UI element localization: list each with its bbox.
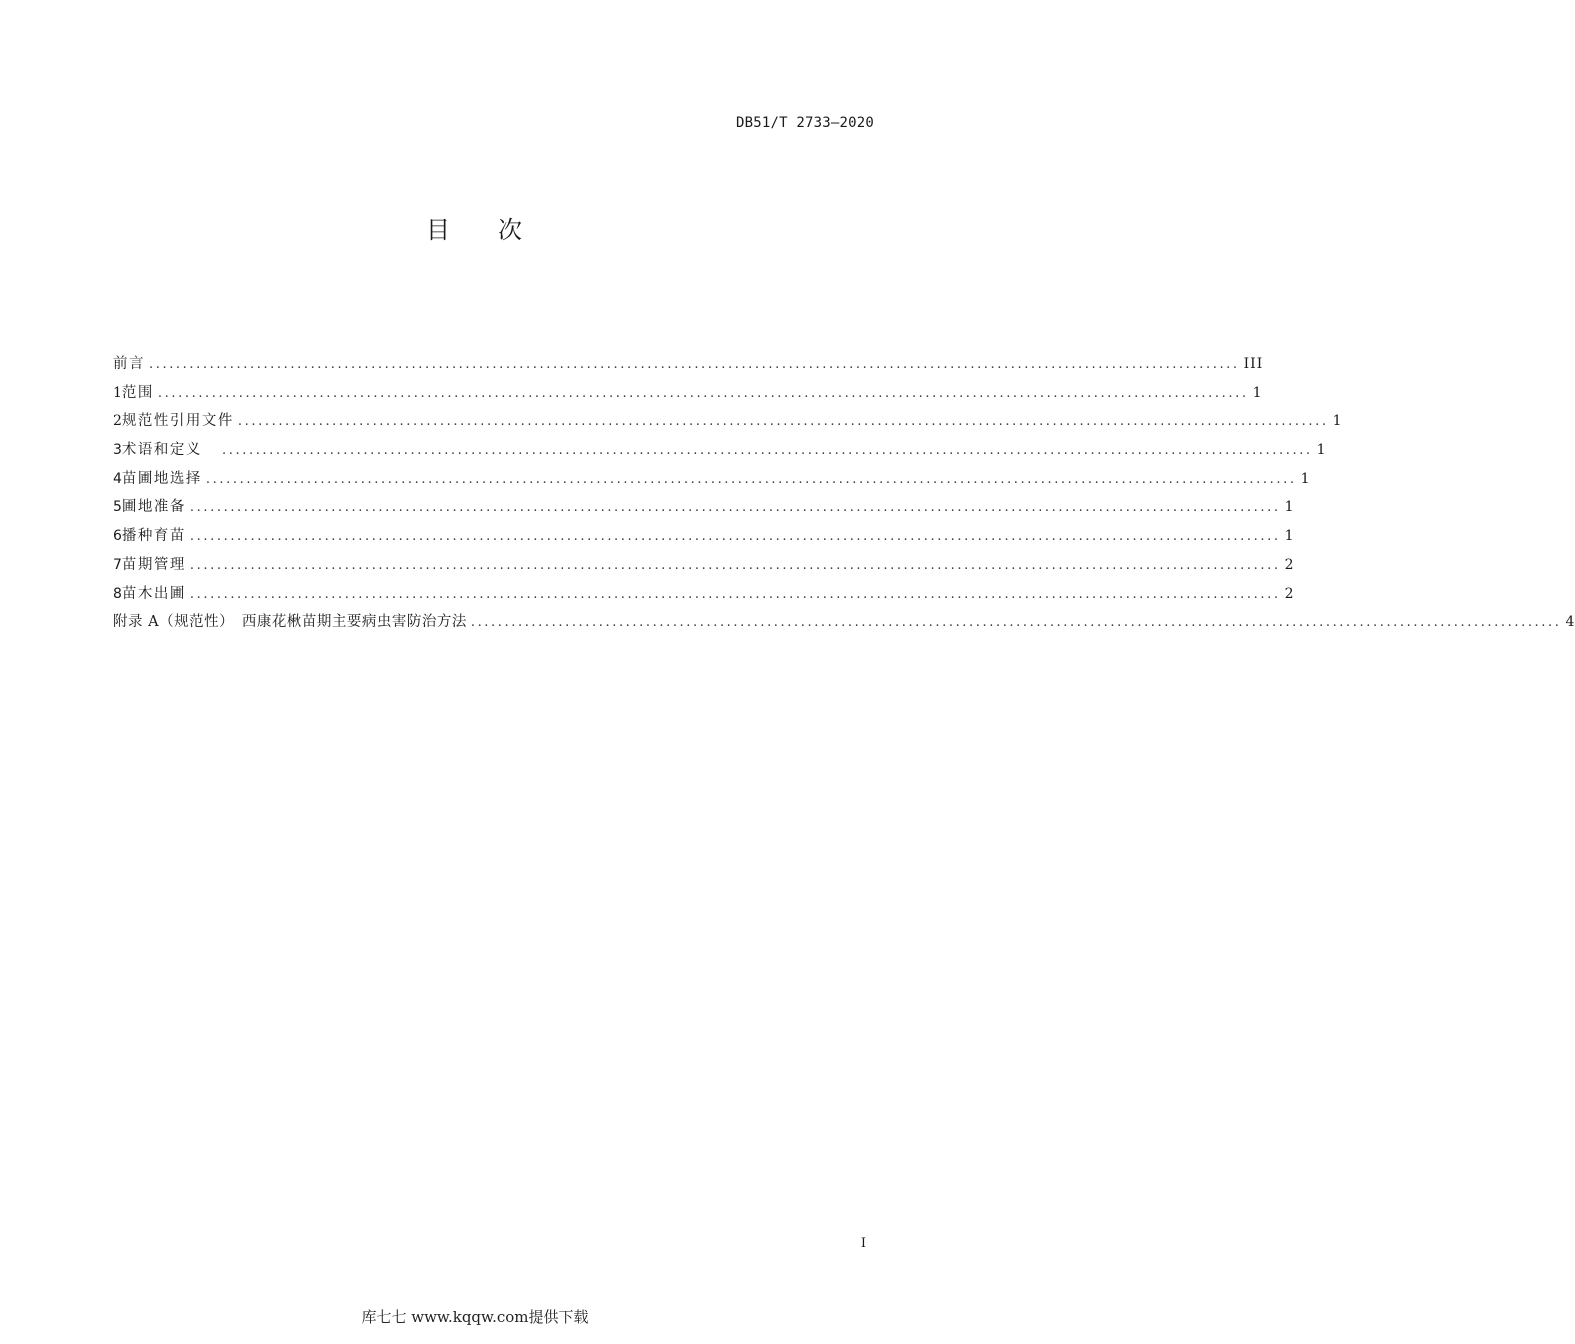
document-code: DB51/T 2733—2020 <box>735 115 874 131</box>
table-of-contents <box>113 352 1575 639</box>
toc-section-number: 8 <box>113 585 122 602</box>
dot-leader: .................................................................................................................................................................. <box>237 414 1329 430</box>
toc-section-number: 5 <box>113 499 122 516</box>
toc-label: 范围 <box>121 384 154 401</box>
toc-page-number: III <box>1243 356 1264 372</box>
toc-page-number: 2 <box>1284 556 1295 573</box>
footer-watermark-text: 库七七 www.kqqw.com提供下载 <box>361 1308 589 1326</box>
toc-label: 规范性引用文件 <box>121 413 234 430</box>
dot-leader: .................................................................................................................................................................. <box>189 500 1281 516</box>
toc-section-number: 6 <box>113 528 122 545</box>
toc-label: 苗期管理 <box>121 556 186 573</box>
toc-section-number: 3 <box>113 442 122 459</box>
toc-page-number: 1 <box>1300 470 1311 487</box>
toc-section-number: 4 <box>113 470 122 487</box>
toc-entry-5[interactable] <box>113 495 1295 524</box>
toc-entry-foreword[interactable] <box>113 352 1264 381</box>
toc-label: 苗圃地选择 <box>121 470 202 487</box>
title-char-1: 目 <box>426 216 452 244</box>
toc-section-number: 1 <box>113 384 122 401</box>
dot-leader: .................................................................................................................................................................. <box>149 357 1240 372</box>
toc-entry-6[interactable] <box>113 524 1295 553</box>
toc-page-number: 1 <box>1332 413 1343 430</box>
page-title <box>0 210 950 245</box>
toc-page-number: 1 <box>1316 442 1327 459</box>
toc-entry-7[interactable] <box>113 553 1295 582</box>
dot-leader: .................................................................................................................................................................. <box>189 586 1281 602</box>
toc-label: 术语和定义 <box>121 442 209 459</box>
page-number: I <box>860 1236 866 1251</box>
toc-label: 播种育苗 <box>121 528 186 545</box>
toc-entry-3[interactable] <box>113 438 1327 467</box>
dot-leader: .................................................................................................................................................................. <box>189 557 1281 573</box>
toc-page-number: 2 <box>1284 585 1295 602</box>
toc-section-number: 2 <box>113 413 122 430</box>
toc-label: 苗木出圃 <box>121 585 186 602</box>
dot-leader: .................................................................................................................................................................. <box>470 615 1562 631</box>
toc-entry-2[interactable] <box>113 409 1343 438</box>
toc-section-number: 7 <box>113 556 122 573</box>
toc-label: 附录 A（规范性） 西康花楸苗期主要病虫害防治方法 <box>113 614 467 631</box>
toc-page-number: 1 <box>1284 528 1295 545</box>
dot-leader: .................................................................................................................................................................. <box>157 385 1249 401</box>
toc-entry-appendix-a[interactable] <box>113 610 1575 639</box>
toc-entry-4[interactable] <box>113 467 1311 496</box>
title-char-2: 次 <box>498 216 524 244</box>
toc-page-number: 1 <box>1252 384 1263 401</box>
toc-entry-8[interactable] <box>113 582 1295 611</box>
toc-page-number: 4 <box>1565 614 1575 631</box>
toc-page-number: 1 <box>1284 499 1295 516</box>
toc-entry-1[interactable] <box>113 381 1263 410</box>
toc-label: 圃地准备 <box>121 499 186 516</box>
dot-leader: .................................................................................................................................................................. <box>189 529 1281 545</box>
toc-label: 前言 <box>113 356 145 372</box>
dot-leader: .................................................................................................................................................................. <box>205 471 1297 487</box>
dot-leader: .................................................................................................................................................................. <box>222 443 1313 459</box>
